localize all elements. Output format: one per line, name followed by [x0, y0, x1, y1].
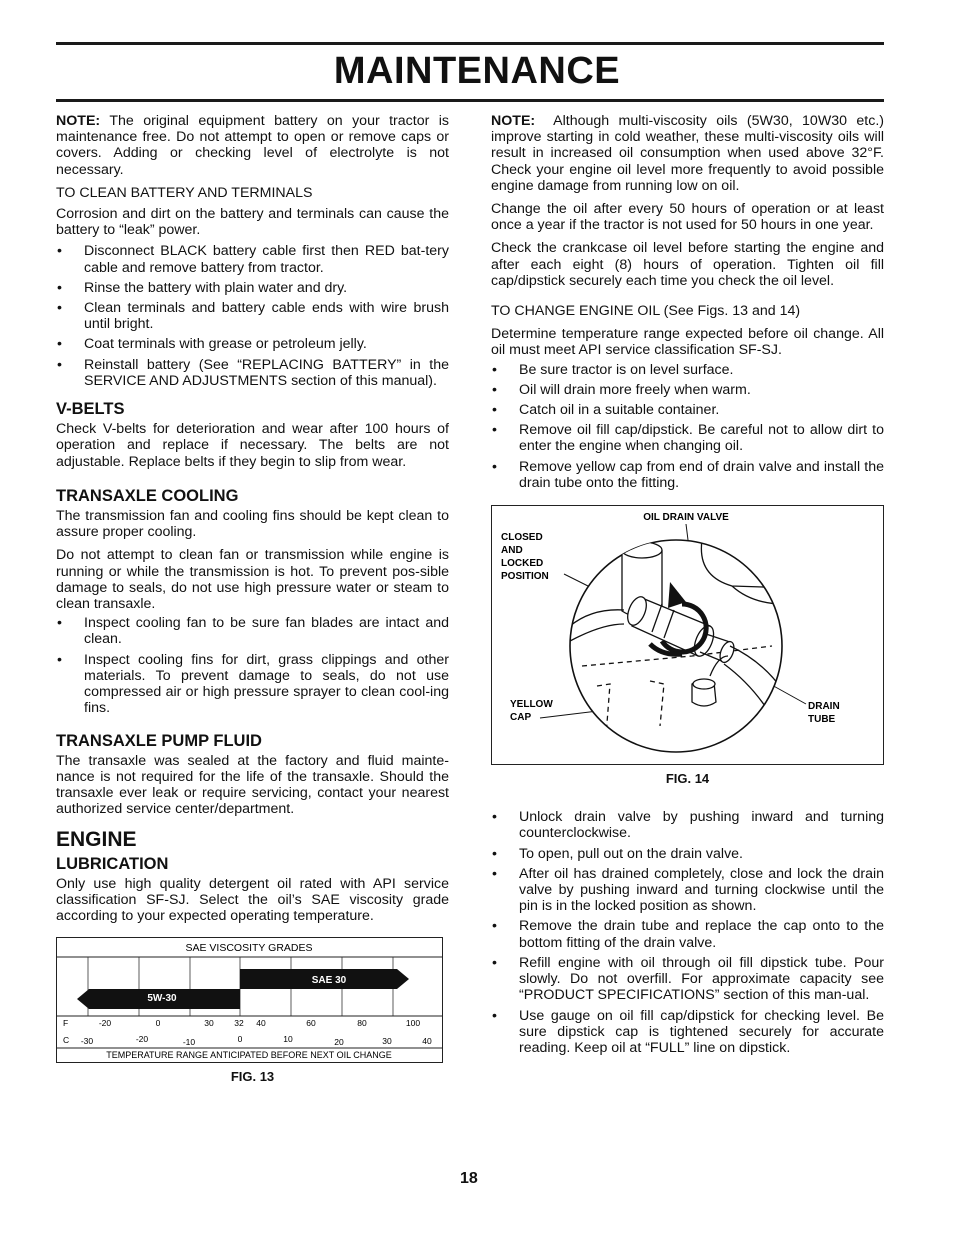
oil-change-interval: Change the oil after every 50 hours of operation or at least once a year if the tractor is not used for 50 hours in one year.	[491, 201, 884, 234]
drain-valve-figure	[491, 505, 884, 765]
f-tick: -20	[98, 1017, 112, 1028]
f-tick: 40	[256, 1017, 266, 1028]
svg-text:POSITION: POSITION	[501, 571, 549, 583]
sae30-label: SAE 30	[311, 974, 347, 986]
left-column	[56, 113, 449, 1099]
label-oil-drain-valve: OIL DRAIN VALVE	[643, 512, 729, 524]
battery-note: NOTE: The original equipment battery on your tractor is maintenance free. Do not attempt to open or remove caps or covers. Adding or checking level of electrolyte is not necessary.	[56, 113, 450, 178]
svg-text:DRAIN: DRAIN	[808, 701, 840, 713]
list-item: • Clean terminals and battery cable ends with wire brush until bright.	[56, 300, 449, 332]
c-tick: -20	[135, 1033, 149, 1044]
fig14-caption: FIG. 14	[665, 771, 710, 787]
cooling-paragraph-1: The transmission fan and cooling fins should be kept clean to assure proper cooling.	[56, 508, 449, 541]
chart-footer: TEMPERATURE RANGE ANTICIPATED BEFORE NEXT OIL CHANGE	[106, 1049, 392, 1060]
c-tick: -30	[80, 1035, 94, 1046]
svg-text:AND: AND	[501, 545, 523, 557]
label-drain-tube	[808, 701, 840, 725]
clean-battery-heading: TO CLEAN BATTERY AND TERMINALS	[56, 184, 313, 201]
cooling-steps	[56, 615, 449, 716]
svg-text:YELLOW: YELLOW	[510, 699, 553, 711]
list-item: • Refill engine with oil through oil fill dipstick tube. Pour slowly. Do not overfill. For approximate capacity see “PRODUCT SPECIFICATIONS” section of this man-ual.	[491, 955, 884, 1004]
lubrication-text: Only use high quality detergent oil rated with API service classification SF-SJ. Select the oil’s SAE viscosity grade according to your expected operating temperature.	[56, 875, 449, 925]
list-item: • Inspect cooling fins for dirt, grass clippings and other materials. To prevent damage to seals, do not use compressed air or high pressure sprayer to clean cool-ing fins.	[56, 652, 449, 717]
viscosity-chart-svg	[57, 938, 442, 1062]
label-closed-locked	[501, 532, 549, 582]
c-tick: 40	[422, 1035, 432, 1046]
fig13-caption: FIG. 13	[230, 1068, 275, 1084]
list-item: • Reinstall battery (See “REPLACING BATTERY” in the SERVICE AND ADJUSTMENTS section of this manual).	[56, 357, 449, 389]
pump-text: The transaxle was sealed at the factory and fluid mainte-nance is not required for the life of the transaxle. Should the transaxle ever leak or require servicing, contact your nearest authorized service center/department.	[56, 752, 449, 818]
title-underline	[56, 99, 884, 102]
fahrenheit-label: F	[63, 1017, 69, 1028]
oil-prep-steps	[491, 362, 884, 491]
engine-heading: ENGINE	[56, 827, 137, 851]
cooling-paragraph-2: Do not attempt to clean fan or transmission while engine is running or while the transmission is hot. To prevent pos-sible damage to seals, do not use high pressure water or steam to clean transaxle.	[56, 547, 449, 613]
svg-text:CAP: CAP	[510, 712, 532, 724]
change-oil-intro: Determine temperature range expected before oil change. All oil must meet API service classification SF-SJ.	[491, 326, 884, 359]
label-yellow-cap	[510, 699, 553, 723]
f-tick: 32	[234, 1017, 244, 1028]
list-item: • Oil will drain more freely when warm.	[491, 382, 884, 398]
list-item: • Remove yellow cap from end of drain valve and install the drain tube onto the fitting.	[491, 459, 884, 491]
celsius-label: C	[63, 1034, 70, 1045]
page-number: 18	[460, 1170, 478, 1187]
list-item: • Coat terminals with grease or petroleum jelly.	[56, 336, 449, 352]
c-tick: 0	[237, 1033, 243, 1044]
clean-battery-steps	[56, 243, 449, 389]
f-tick: 0	[155, 1017, 161, 1028]
list-item: • Rinse the battery with plain water and dry.	[56, 280, 449, 296]
list-item: • After oil has drained completely, close and lock the drain valve by pushing inward and turning clockwise until the pin is in the locked position as shown.	[491, 866, 884, 915]
change-oil-heading: TO CHANGE ENGINE OIL (See Figs. 13 and 14)	[491, 303, 801, 320]
lubrication-heading: LUBRICATION	[56, 854, 169, 873]
page-title: MAINTENANCE	[333, 50, 621, 92]
list-item: • Catch oil in a suitable container.	[491, 402, 884, 418]
f-tick: 30	[204, 1017, 214, 1028]
5w30-label: 5W-30	[147, 992, 177, 1004]
c-tick: 20	[334, 1036, 344, 1047]
list-item: • Remove the drain tube and replace the cap onto to the bottom fitting of the drain valve.	[491, 918, 884, 950]
f-tick: 100	[405, 1017, 421, 1028]
list-item: • Disconnect BLACK battery cable first then RED bat-tery cable and remove battery from tractor.	[56, 243, 449, 275]
c-tick: 10	[283, 1033, 293, 1044]
list-item: • Inspect cooling fan to be sure fan blades are intact and clean.	[56, 615, 449, 647]
transaxle-cooling-heading: TRANSAXLE COOLING	[56, 486, 239, 505]
list-item: • Use gauge on oil fill cap/dipstick for checking level. Be sure dipstick cap is tightened securely for accurate reading. Keep oil at “FULL” line on dipstick.	[491, 1008, 884, 1057]
vbelts-heading: V-BELTS	[56, 400, 125, 419]
oil-note: NOTE: Although multi-viscosity oils (5W30, 10W30 etc.) improve starting in cold weather, these multi-viscosity oils will result in increased oil consumption when used above 32°F. Check your engine oil level more frequently to avoid possible engine damage from running low on oil.	[491, 113, 884, 194]
svg-text:CLOSED: CLOSED	[501, 532, 543, 544]
drain-valve-svg	[492, 506, 883, 764]
oil-check-level: Check the crankcase oil level before starting the engine and after each eight (8) hours of operation. Tighten oil fill cap/dipstick securely each time you check the oil level.	[491, 240, 884, 289]
list-item: • Be sure tractor is on level surface.	[491, 362, 884, 378]
f-tick: 60	[306, 1017, 316, 1028]
c-tick: 30	[382, 1035, 392, 1046]
fahrenheit-ticks	[99, 1018, 421, 1028]
list-item: • Unlock drain valve by pushing inward and turning counterclockwise.	[491, 809, 884, 841]
clean-battery-intro: Corrosion and dirt on the battery and terminals can cause the battery to “leak” power.	[56, 206, 449, 239]
c-tick: -10	[182, 1036, 196, 1047]
svg-text:TUBE: TUBE	[808, 714, 836, 726]
viscosity-chart	[56, 937, 443, 1063]
f-tick: 80	[357, 1017, 367, 1028]
oil-drain-steps	[491, 809, 884, 1056]
chart-title: SAE VISCOSITY GRADES	[185, 941, 313, 954]
list-item: • Remove oil fill cap/dipstick. Be careful not to allow dirt to enter the engine when changing oil.	[491, 422, 884, 454]
vbelts-text: Check V-belts for deterioration and wear after 100 hours of operation and replace if necessary. The belts are not adjustable. Replace belts if they begin to slip from wear.	[56, 421, 449, 470]
transaxle-pump-heading: TRANSAXLE PUMP FLUID	[56, 731, 262, 750]
svg-text:LOCKED: LOCKED	[501, 558, 544, 570]
celsius-ticks	[81, 1034, 432, 1047]
list-item: • To open, pull out on the drain valve.	[491, 846, 884, 862]
top-rule	[56, 42, 884, 45]
right-column	[491, 113, 884, 1060]
